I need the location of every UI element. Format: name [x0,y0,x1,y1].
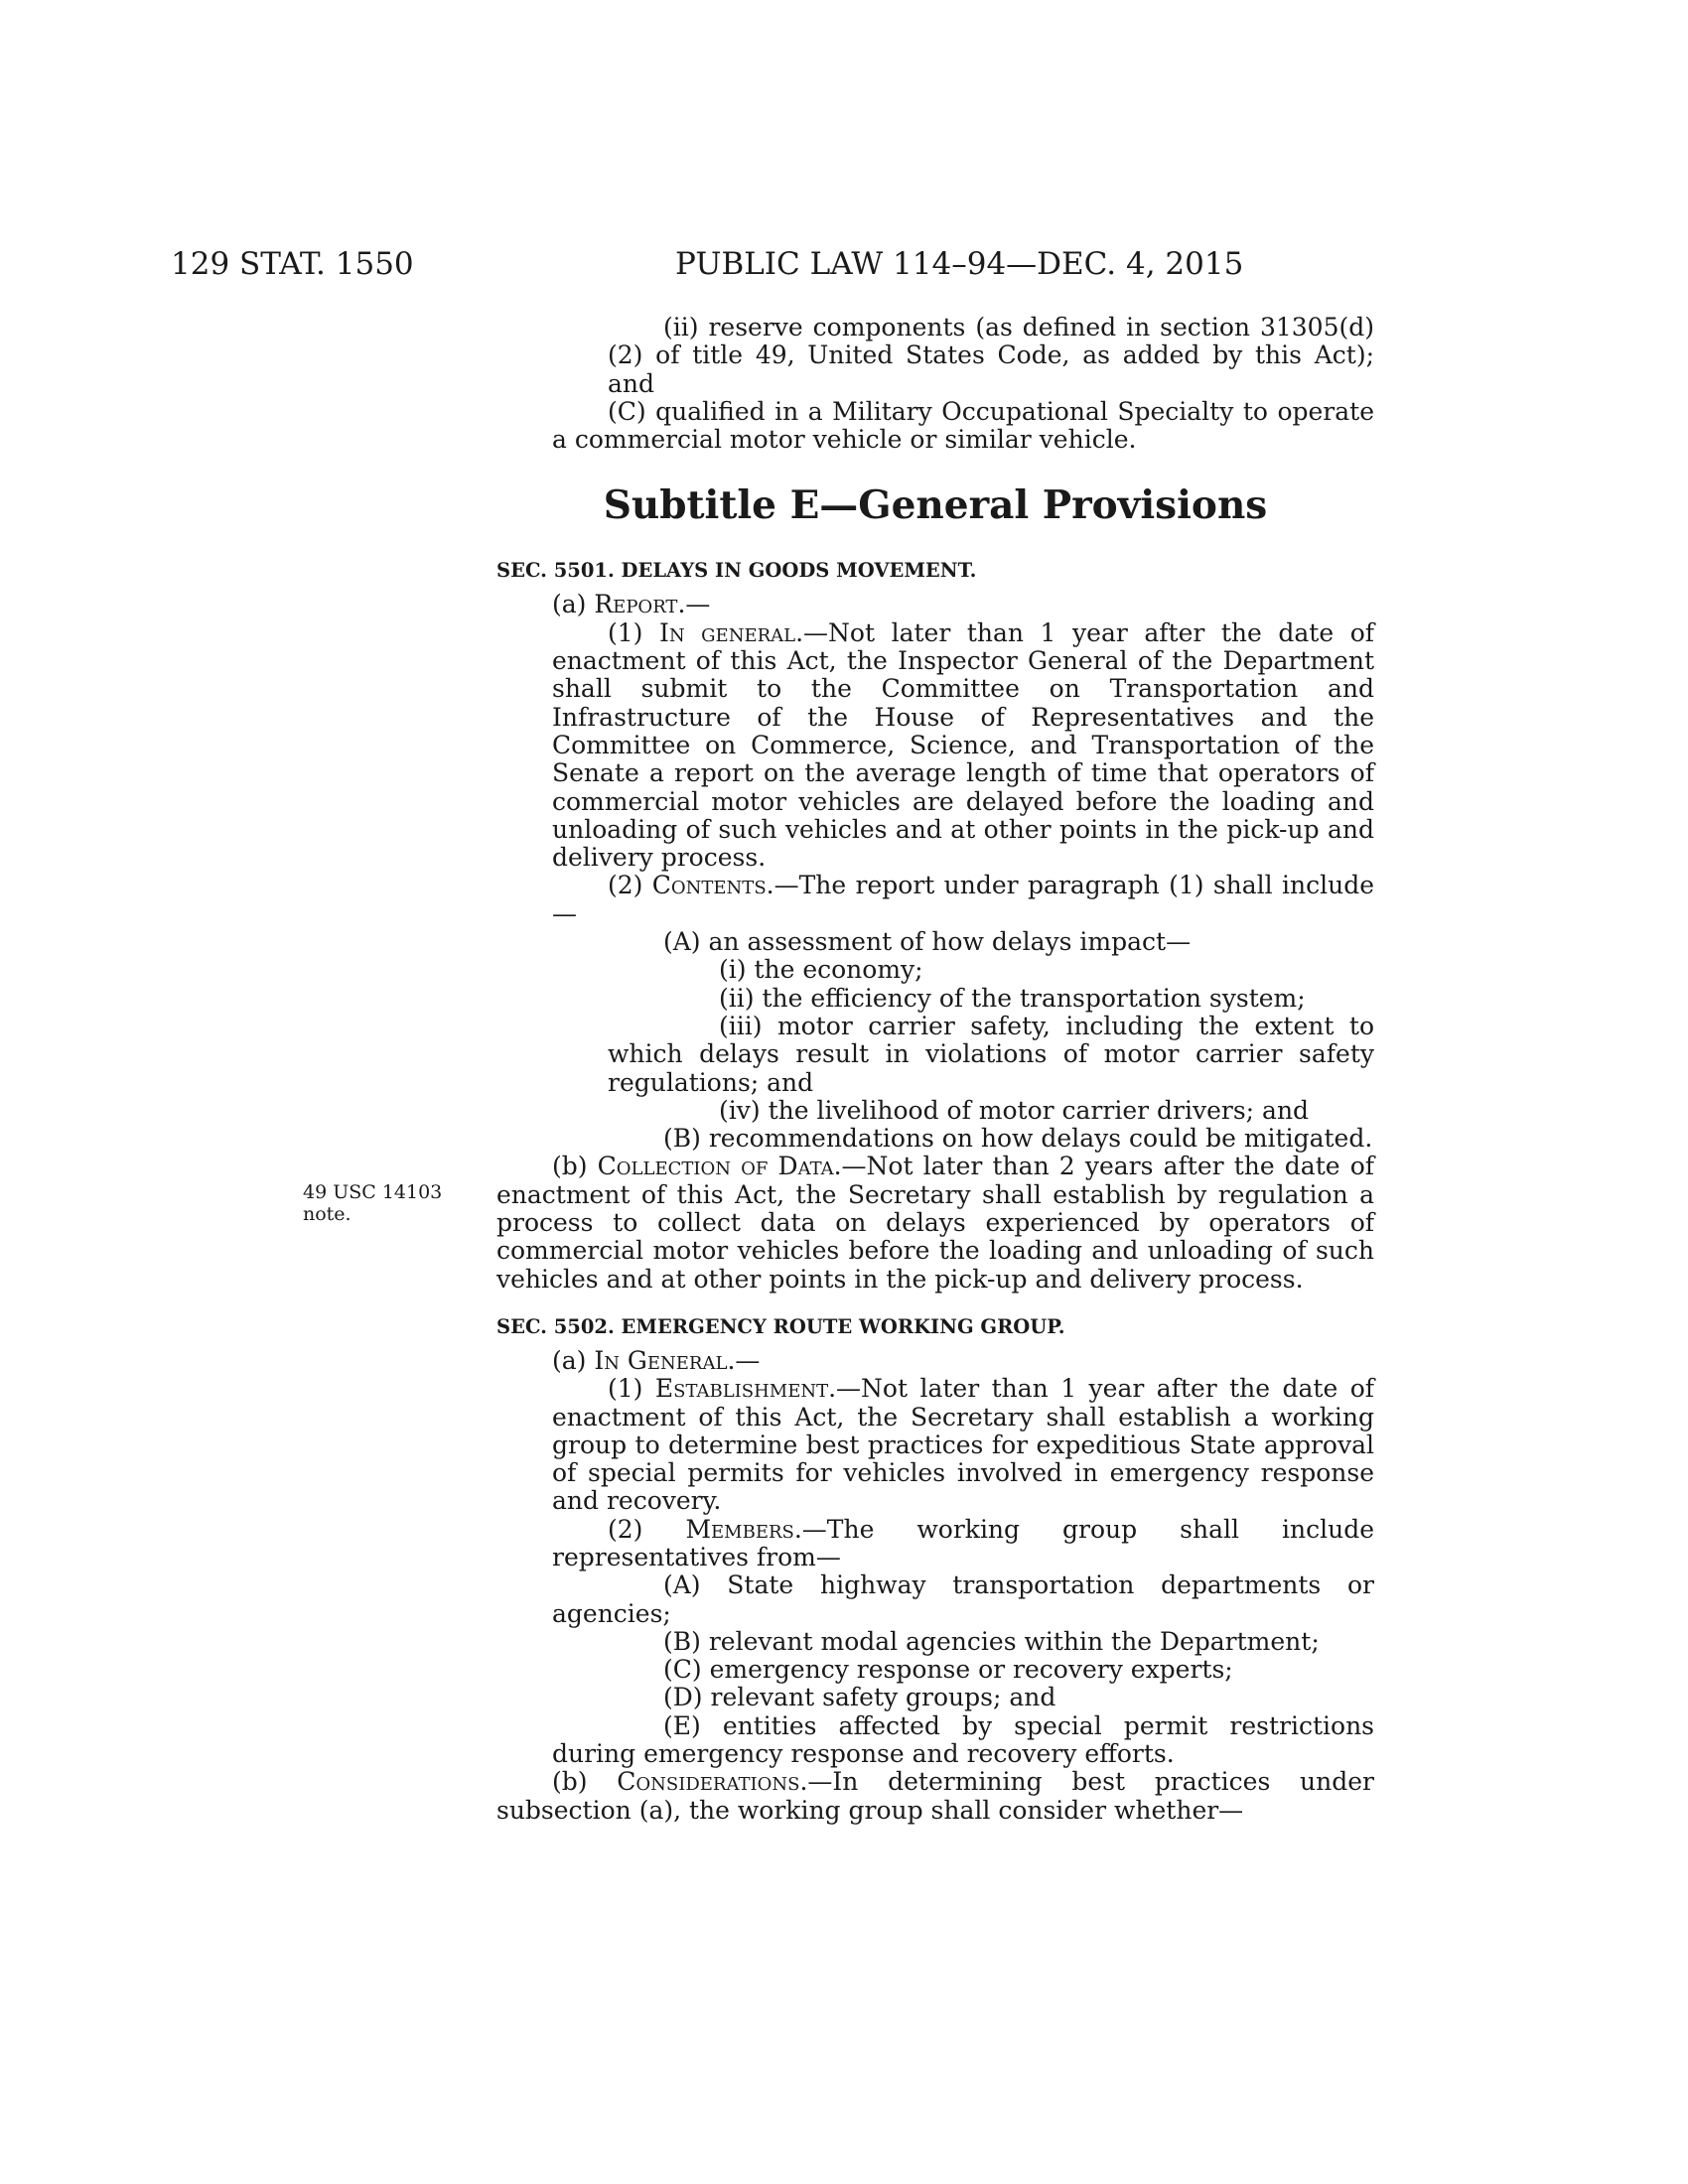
stat-citation: 129 STAT. 1550 [171,246,414,282]
sec5501-subsection-b: (b) Collection of Data.—Not later than 2 years after the date of enactment of this Act, the Secretary shall establish by regulation a process to collect data on delays experienced by operators of commercial motor vehicles before the loading and unloading of such vehicles and at other points in the pick-up and delivery process. [496,1152,1374,1294]
subtitle-heading: Subtitle E—General Provisions [603,482,1268,529]
sec5501-subparagraph-A: (A) an assessment of how delays impact— [663,927,1192,957]
sec5502-subparagraph-C: (C) emergency response or recovery experts; [663,1655,1233,1685]
sec5502-subparagraph-E: (E) entities affected by special permit restrictions during emergency response and recovery efforts. [552,1710,1374,1769]
sec5502-subparagraph-D: (D) relevant safety groups; and [663,1683,1056,1712]
section-5502-heading: SEC. 5502. EMERGENCY ROUTE WORKING GROUP. [496,1314,1065,1338]
sec5501-subparagraph-B: (B) recommendations on how delays could be mitigated. [663,1124,1373,1154]
sec5501-paragraph-1: (1) In general.—Not later than 1 year after the date of enactment of this Act, the Inspector General of the Department shall submit to the Committee on Transportation and Infrastructure of the House of Representatives and the Committee on Commerce, Science, and Transportation of the Senate a report on the average length of time that operators of commercial motor vehicles are delayed before the loading and unloading of such vehicles and at other points in the pick-up and delivery process. [552,617,1374,873]
section-5501-heading: SEC. 5501. DELAYS IN GOODS MOVEMENT. [496,559,977,583]
carryover-subparagraph-c: (C) qualified in a Military Occupational Specialty to operate a commercial motor vehicle or similar vehicle. [552,396,1374,455]
sec5502-subparagraph-A: (A) State highway transportation departments or agencies; [552,1570,1374,1628]
sec5501-clause-i: (i) the economy; [719,955,923,985]
sec5502-subsection-b: (b) Considerations.—In determining best practices under subsection (a), the working group shall consider whether— [496,1767,1374,1825]
margin-note-label: note. [303,1203,352,1225]
sec5501-clause-iv: (iv) the livelihood of motor carrier drivers; and [719,1095,1310,1125]
sec5502-paragraph-1: (1) Establishment.—Not later than 1 year after the date of enactment of this Act, the Secretary shall establish a working group to determine best practices for expeditious State approval of special permits for vehicles involved in emergency response and recovery. [552,1374,1375,1516]
sec5502-subsection-a: (a) In General.— [552,1345,761,1375]
margin-note [303,1181,452,1225]
sec5502-paragraph-2: (2) Members.—The working group shall include representatives from— [552,1514,1375,1571]
sec5501-paragraph-2: (2) Contents.—The report under paragraph (1) shall include— [552,871,1375,928]
sec5501-subsection-a: (a) Report.— [552,590,711,619]
margin-note-usc: 49 USC 14103 [303,1181,443,1203]
sec5502-subparagraph-B: (B) relevant modal agencies within the Department; [663,1626,1320,1656]
public-law-citation: PUBLIC LAW 114–94—DEC. 4, 2015 [675,246,1244,282]
sec5501-clause-ii: (ii) the efficiency of the transportation system; [719,983,1306,1013]
carryover-clause-ii: (ii) reserve components (as defined in section 31305(d)(2) of title 49, United States Code, as added by this Act); and [608,313,1374,398]
sec5501-clause-iii: (iii) motor carrier safety, including the extent to which delays result in violations of motor carrier safety regulations; and [608,1011,1374,1097]
page-body [496,314,1374,1825]
